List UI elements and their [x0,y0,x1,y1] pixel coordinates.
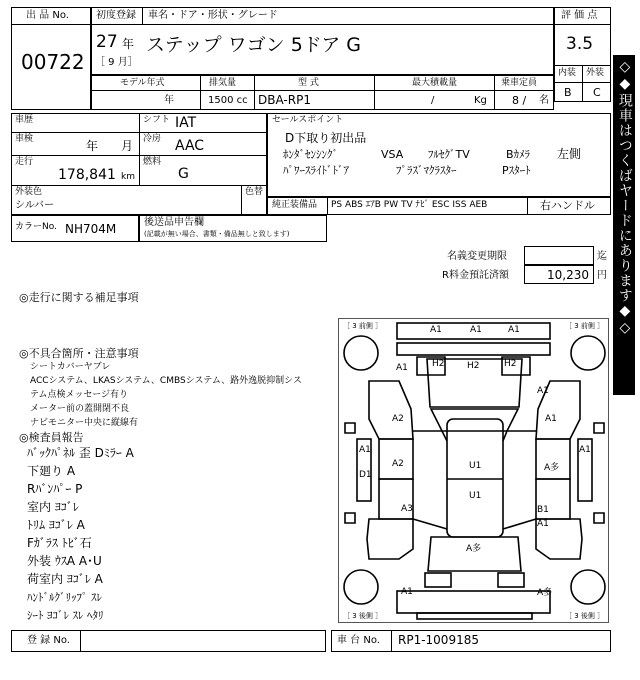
name-change-field [524,246,594,265]
lot-number: 00722 [21,50,85,74]
fuel-label: 燃料 [143,157,162,167]
damage-mark: A1 [430,325,442,335]
color-no-value: NH704M [65,222,117,236]
damage-mark: A1 [359,445,371,455]
inspection-month: 月 [121,139,134,153]
steering-side: 右ハンドル [540,199,595,212]
standard-equipment-items: PS ABS ｴｱB PW TV ﾅﾋﾞ ESC ISS AEB [331,200,488,210]
damage-mark: A1 [401,587,413,597]
exterior-grade: C [593,86,601,99]
inspector-line: ﾄﾘﾑ ﾖｺﾞﾚ A [27,518,85,532]
sales-point-line1: D下取り初出品 [285,131,367,145]
car-diagram [338,318,609,623]
registration-label: 登 録 No. [27,635,70,646]
corner-label-front-left: ［ 3 前側 ］ [343,322,383,330]
inspector-line: 下廻り A [27,464,76,478]
damage-mark: H2 [432,359,445,369]
model-code-label: 型 式 [298,78,319,88]
defect-line: シートカバーヤブレ [30,362,111,372]
inspector-line: 室内 ﾖｺﾞﾚ [27,500,79,514]
damage-mark: A1 [470,325,482,335]
ac-value: AAC [175,138,205,154]
color-change-label: 色替 [245,187,264,197]
mileage-value: 178,841 [58,167,116,183]
defect-line: ナビモニター中央に縦線有 [30,418,139,428]
name-change-label: 名義変更期限 [447,251,507,262]
aftermarket-label: 後送品申告欄 [144,217,204,228]
sales-point-item: 左側 [557,147,582,161]
max-load-unit: Kg [474,95,487,106]
damage-mark: A1 [396,363,408,373]
damage-mark: H2 [467,361,480,371]
reg-year-unit: 年 [122,37,135,51]
damage-mark: A2 [392,414,404,424]
model-year-unit: 年 [164,95,174,106]
aftermarket-note: (記載が無い場合、書類・備品無しと致します) [144,230,290,238]
history-label: 車歴 [15,115,34,125]
damage-mark: A3 [401,504,413,514]
inspector-line: ﾊﾞｯｸﾊﾟﾈﾙ 歪 Dﾐﾗｰ A [27,446,134,460]
standard-equipment-label: 純正装備品 [272,200,318,210]
sales-points-label: セールスポイント [272,115,344,125]
name-change-unit: 迄 [597,251,607,262]
inspector-line: 荷室内 ﾖｺﾞﾚ A [27,572,103,586]
first-reg-label: 初度登録 [96,10,136,21]
exterior-color-value: シルバー [15,200,55,211]
inspector-line: 外装 ｳｽA A･U [27,554,102,568]
chassis-number: RP1-1009185 [398,633,479,647]
chassis-label: 車 台 No. [337,635,380,646]
damage-mark: A1 [579,445,591,455]
inspector-title: ◎検査員報告 [19,431,84,444]
displacement-value: 1500 cc [208,95,248,106]
damage-mark: U1 [469,461,482,471]
sales-point-item: Bｶﾒﾗ [506,148,531,161]
max-load-slash: / [431,95,435,106]
capacity-unit: 名 [539,95,549,106]
damage-mark: A多 [466,544,482,554]
inspection-label: 車検 [15,134,34,144]
interior-grade: B [564,86,572,99]
shift-value: IAT [175,115,197,131]
lot-label: 出 品 No. [26,10,69,21]
rating-value: 3.5 [566,34,594,54]
model-desc-label: 車名・ドア・形状・グレード [148,10,278,21]
defect-line: テム点検メッセージ有り [30,390,129,400]
damage-mark: A1 [508,325,520,335]
defect-line: メーター前の蓋開閉不良 [30,404,130,414]
rating-label: 評 価 点 [561,10,598,21]
model-year-label: モデル年式 [120,78,165,88]
damage-mark: A2 [392,459,404,469]
corner-label-front-right: ［ 3 前側 ］ [565,322,605,330]
model-code-value: DBA-RP1 [258,93,311,107]
exterior-label: 外装 [586,68,605,78]
sales-point-item: VSA [381,148,404,161]
damage-mark: B1 [537,505,549,515]
inspector-line: Fｶﾞﾗｽ ﾄﾋﾞ石 [27,536,92,550]
corner-label-rear-left: ［ 3 後側 ］ [343,612,383,620]
sales-point-item: ﾊﾟﾜｰｽﾗｲﾄﾞﾄﾞｱ [283,164,349,177]
displacement-label: 排気量 [209,78,237,88]
driving-notes-title: ◎走行に関する補足事項 [19,291,139,304]
sales-point-item: ﾌﾙｾｸﾞTV [428,148,470,161]
recycle-unit: 円 [597,270,607,281]
capacity-value: 8 / [512,94,527,107]
recycle-value: 10,230 [547,268,589,282]
defects-title: ◎不具合箇所・注意事項 [19,347,139,360]
corner-label-rear-right: ［ 3 後側 ］ [565,612,605,620]
yard-location-text: ◇◆現車はつくばヤードにあります◆◇ [616,59,633,337]
sales-point-item: ﾌﾟﾗｽﾞﾏｸﾗｽﾀｰ [396,164,457,177]
max-load-label: 最大積載量 [412,78,458,88]
mileage-unit: km [121,172,135,182]
exterior-color-label: 外装色 [15,187,43,197]
inspector-line: Rﾊﾞﾝﾊﾟｰ P [27,482,83,496]
shift-label: シフト [143,115,171,125]
yard-location-banner [613,55,635,395]
inspection-year: 年 [86,139,99,153]
damage-mark: H2 [504,359,517,369]
damage-mark: D1 [359,470,372,480]
damage-mark: A1 [537,386,549,396]
damage-mark: A多 [537,588,553,598]
damage-mark: A1 [545,414,557,424]
capacity-label: 乗車定員 [501,78,538,88]
inspector-line: ﾊﾝﾄﾞﾙｸﾞﾘｯﾌﾟ ｽﾚ [27,591,102,604]
damage-mark: A多 [544,463,560,473]
reg-year: 27 [96,32,118,52]
damage-mark: A1 [537,519,549,529]
damage-mark: U1 [469,491,482,501]
mileage-label: 走行 [15,157,34,167]
recycle-label: R料金預託済額 [442,270,509,281]
sales-point-item: ﾎﾝﾀﾞｾﾝｼﾝｸﾞ [283,148,338,161]
car-name: ステップ ワゴン 5ドア G [146,34,361,56]
color-no-label: カラーNo. [15,222,57,232]
defect-line: ACCシステム、LKASシステム、CMBSシステム、路外逸脱抑制シス [30,376,302,386]
ac-label: 冷房 [143,134,162,144]
inspector-line: ｼｰﾄ ﾖｺﾞﾚ ｽﾚ ﾍﾀﾘ [27,609,104,622]
reg-month: ［ 9 月］ [95,57,138,68]
interior-label: 内装 [558,68,577,78]
fuel-value: G [178,166,189,182]
sales-point-item: Pｽﾀｰﾄ [502,164,531,177]
